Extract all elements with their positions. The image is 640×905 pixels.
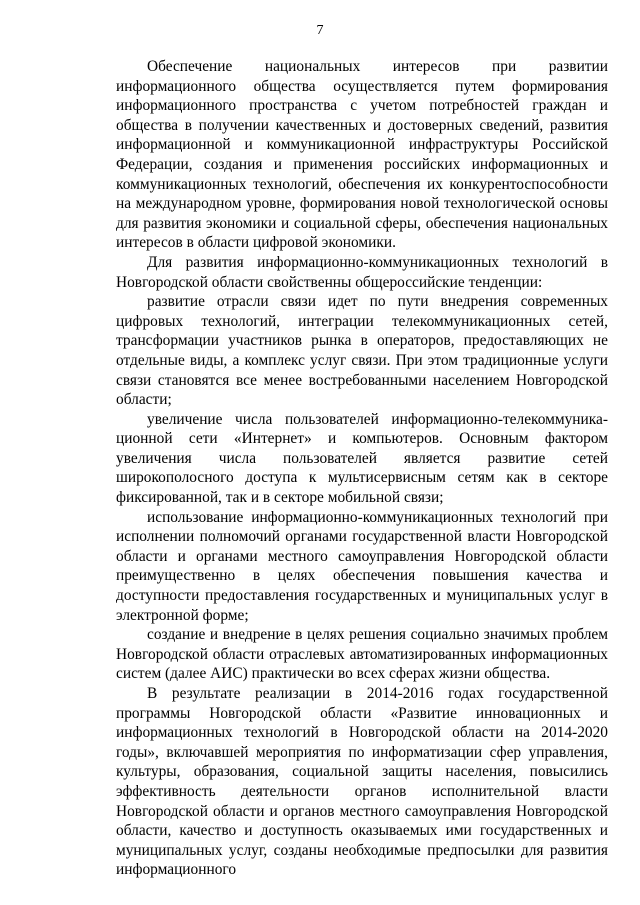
paragraph-program-results: В результате реализации в 2014-2016 годах государственной программы Новгородской области «Развитие инновационных и информационных технологий в Новгородской области на 2014-2020 годы», включавшей мероприятия по информатизации сфер управления, культуры, образования, социальной защиты населения, повысились эффективность деятельности органов исполнительной власти Новгородской области и органов местного самоуправления Новгородской области, качество и доступность оказываемых ими государственных и муниципальных услуг, созданы необходимые предпосылки для развития информационного bbox=[116, 685, 608, 879]
paragraph-government-ict-use: использование информационно-коммуникационных технологий при исполнении полномочий органами государственной власти Новгородской области и органами местного самоуправления Новгородской области преимущественно в целях обеспечения повышения качества и доступности предоставления государственных и муниципальных услуг в электронной форме; bbox=[116, 508, 608, 624]
page-number: 7 bbox=[316, 23, 324, 38]
document-body bbox=[116, 57, 608, 880]
paragraph-ais-implementation: создание и внедрение в целях решения социально значимых проблем Новгородской области отраслевых автоматизированных информационных систем (далее АИС) практически во всех сферах жизни общества. bbox=[116, 626, 608, 683]
paragraph-national-interests: Обеспечение национальных интересов при развитии информационного общества осуществляется путем формирования информационного пространства с учетом потребностей граждан и общества в получении качественных и достоверных сведений, развития информационной и коммуникационной инфраструктуры Российской Федерации, создания и применения российских информационных и коммуникационных технологий, обеспечения их конкурентоспособности на международном уровне, формирования новой технологической основы для развития экономики и социальной сферы, обеспечения национальных интересов в области цифровой экономики. bbox=[116, 58, 608, 252]
paragraph-communications-development: развитие отрасли связи идет по пути внедрения современных цифровых технологий, интеграции телекоммуникационных сетей, трансформации участников рынка в операторов, предоставляющих не отдельные виды, а комплекс услуг связи. При этом традиционные услуги связи становятся все менее востребованными населением Новгородской области; bbox=[116, 293, 608, 409]
paragraph-internet-users-growth: увеличение числа пользователей информационно-телекоммуникационной сети «Интернет» и компьютеров. Основным фактором увеличения числа пользователей является развитие сетей широкополосного доступа к мультисервисным сетям как в секторе фиксированной, так и в секторе мобильной связи; bbox=[116, 410, 608, 507]
paragraph-ict-trends-intro: Для развития информационно-коммуникационных технологий в Новгородской области свойственны общероссийские тенденции: bbox=[116, 253, 608, 291]
